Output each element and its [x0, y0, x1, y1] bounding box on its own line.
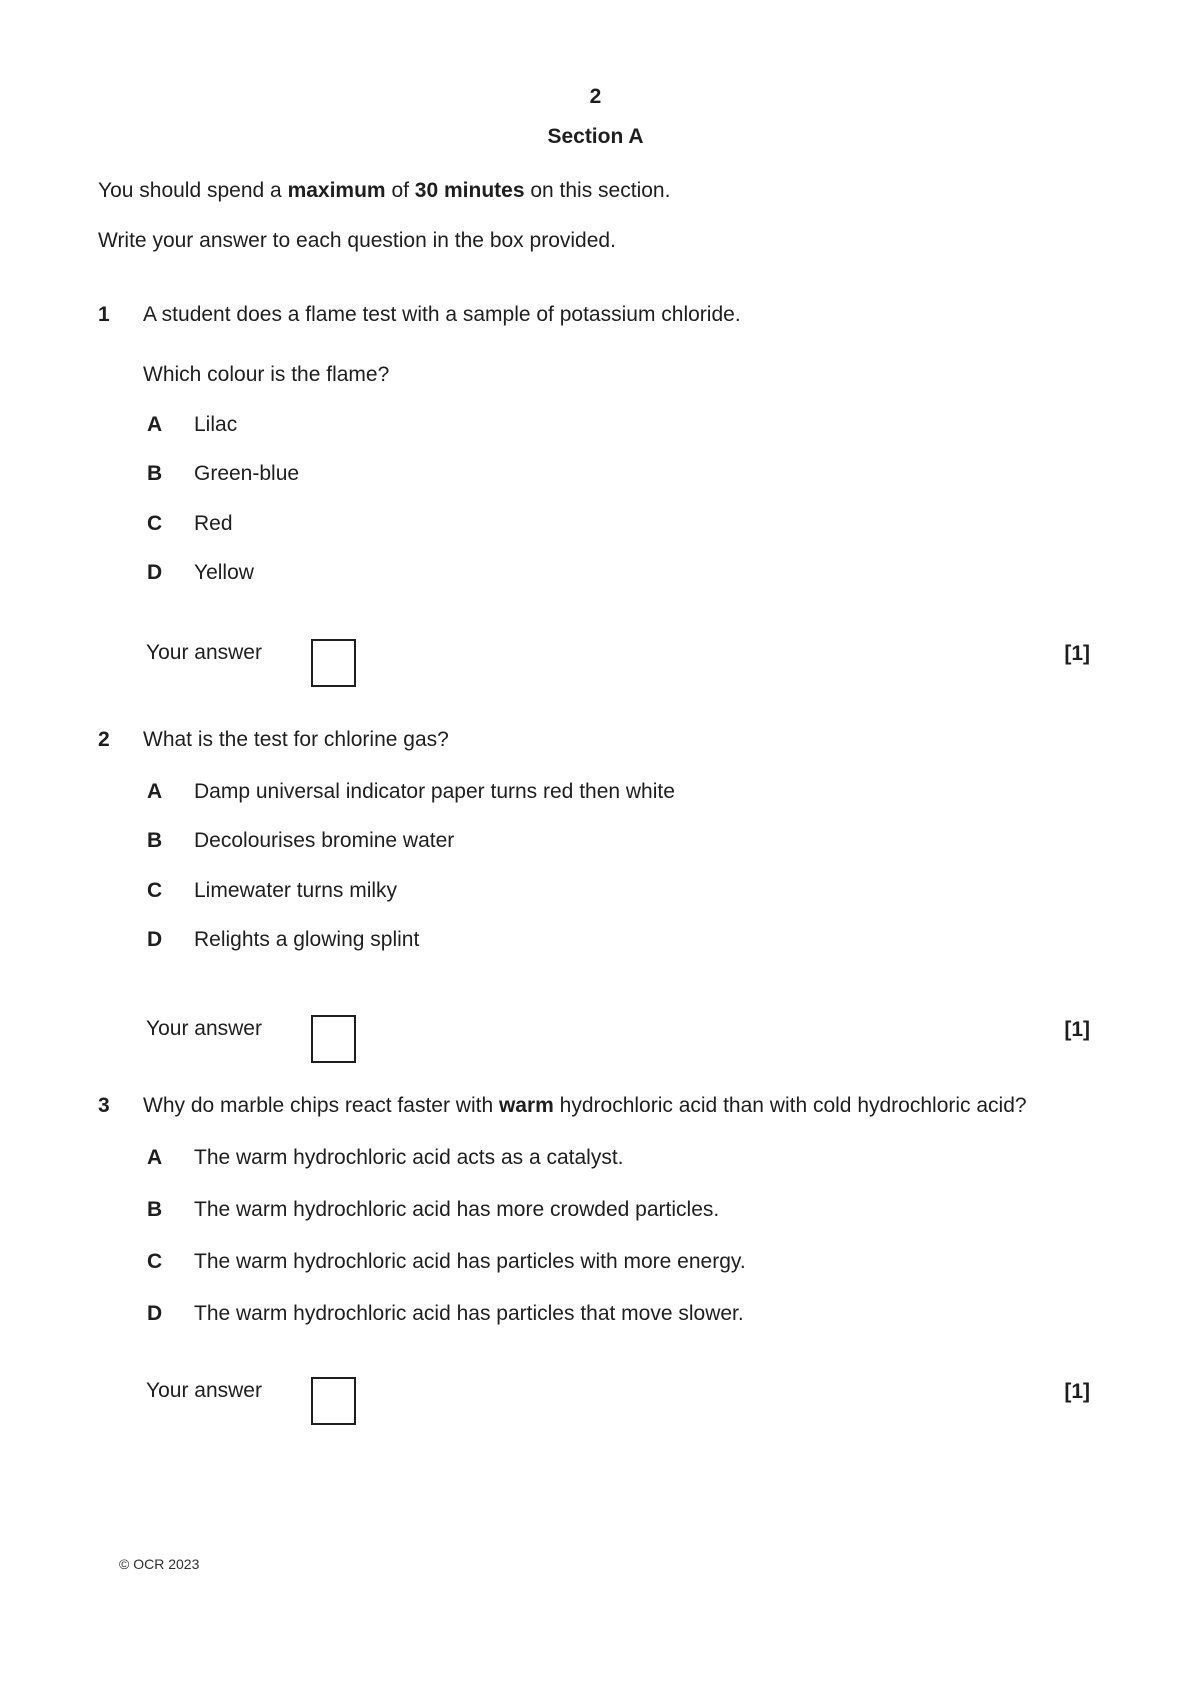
option-text: The warm hydrochloric acid has particles that move slower.	[194, 1302, 744, 1325]
marks-badge: [1]	[1064, 642, 1090, 665]
option-text: Red	[194, 512, 233, 535]
instruction-line-2: Write your answer to each question in the box provided.	[98, 229, 616, 252]
option-text: Damp universal indicator paper turns red then white	[194, 780, 675, 803]
option-text: Yellow	[194, 561, 254, 584]
option-letter: A	[147, 413, 163, 436]
option-letter: C	[147, 879, 163, 902]
question-1-text: A student does a flame test with a sample of potassium chloride.	[143, 303, 741, 326]
option-letter: A	[147, 1146, 163, 1169]
question-3-text: Why do marble chips react faster with warm hydrochloric acid than with cold hydrochloric acid?	[143, 1094, 1027, 1117]
option-letter: D	[147, 561, 163, 584]
question-3-bold-warm: warm	[498, 1094, 554, 1117]
question-3-answer-row	[0, 1377, 1191, 1425]
section-title: Section A	[547, 125, 644, 148]
option-text: The warm hydrochloric acid has particles with more energy.	[194, 1250, 746, 1273]
marks-badge: [1]	[1064, 1018, 1090, 1041]
option-text: The warm hydrochloric acid has more crowded particles.	[194, 1198, 720, 1221]
option-letter: B	[147, 829, 163, 852]
question-1-number: 1	[98, 303, 110, 326]
option-text: Limewater turns milky	[194, 879, 398, 902]
option-letter: B	[147, 462, 163, 485]
your-answer-label: Your answer	[146, 1017, 262, 1040]
option-text: Relights a glowing splint	[194, 928, 420, 951]
option-letter: C	[147, 1250, 163, 1273]
question-1-answer-row	[0, 639, 1191, 687]
option-letter: A	[147, 780, 163, 803]
instruction-text: of	[385, 179, 415, 202]
instruction-bold-maximum: maximum	[287, 179, 386, 202]
question-3-number: 3	[98, 1094, 110, 1117]
question-2-number: 2	[98, 728, 110, 751]
instruction-text: on this section.	[524, 179, 671, 202]
page-number: 2	[589, 85, 602, 108]
answer-box-q2[interactable]	[311, 1015, 356, 1063]
question-2-answer-row	[0, 1015, 1191, 1063]
instruction-bold-30-minutes: 30 minutes	[414, 179, 525, 202]
answer-box-q3[interactable]	[311, 1377, 356, 1425]
instruction-text: You should spend a	[98, 179, 288, 202]
option-letter: D	[147, 1302, 163, 1325]
marks-badge: [1]	[1064, 1380, 1090, 1403]
option-letter: D	[147, 928, 163, 951]
question-2-text: What is the test for chlorine gas?	[143, 728, 449, 751]
answer-box-q1[interactable]	[311, 639, 356, 687]
option-text: The warm hydrochloric acid acts as a catalyst.	[194, 1146, 624, 1169]
exam-page: 2 Section A You should spend a maximum of 30 minutes on this section. Write your answer to each question in the box provided. 1 A student does a flame test with a sample of potassium chloride. Which colour is the flame? A Lilac B Green-blue C Red D Yellow Your answer [1] 2 What is the test for chlorine gas? A Damp universal indicator paper turns red then white B Decolourises bromine water C Limewater turns milky D Relights a glowing splint Your answer [1] 3 Why do marble chips react faster with warm hydrochloric acid than with cold hydrochloric acid? A The warm hydrochloric acid acts as a catalyst. B The warm hydrochloric acid has more crowded particles. C The warm hydrochloric acid has particles with more energy. D The warm hydrochloric acid has particles that move slower. Your answer [1] © OCR 2023	[0, 0, 1191, 1684]
option-letter: B	[147, 1198, 163, 1221]
option-text: Decolourises bromine water	[194, 829, 455, 852]
instruction-line-1	[0, 179, 1191, 203]
copyright-footer: © OCR 2023	[119, 1556, 200, 1572]
option-text: Green-blue	[194, 462, 300, 485]
option-text: Lilac	[194, 413, 238, 436]
your-answer-label: Your answer	[146, 641, 262, 664]
your-answer-label: Your answer	[146, 1379, 262, 1402]
option-letter: C	[147, 512, 163, 535]
